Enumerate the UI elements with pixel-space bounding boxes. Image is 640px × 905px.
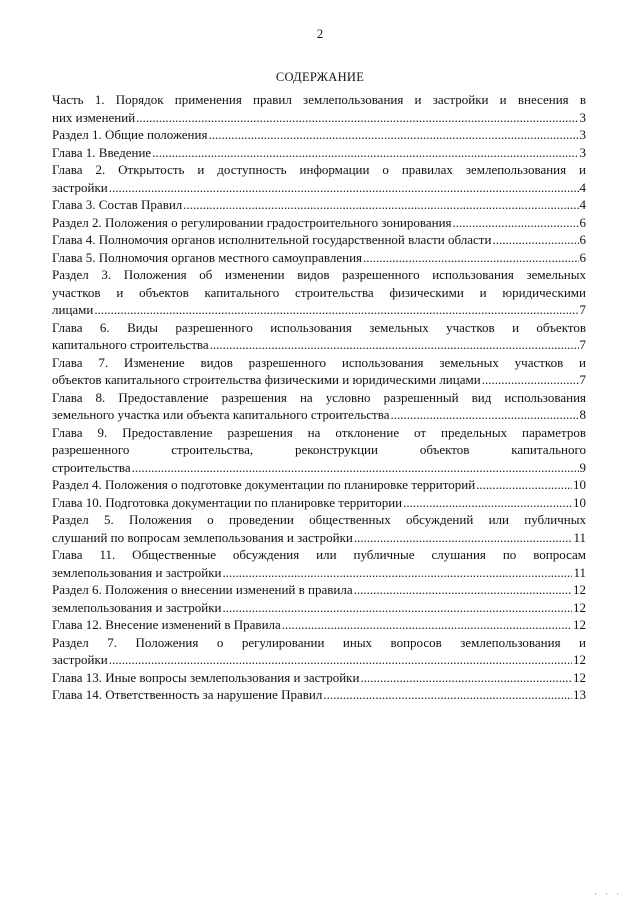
toc-entry-text: них изменений [52, 109, 136, 125]
toc-entry [52, 511, 586, 546]
toc-page-number: 8 [579, 407, 586, 422]
toc-entry [52, 389, 586, 424]
toc-page-number: 13 [573, 687, 586, 702]
toc-entry [52, 319, 586, 354]
dot-leader [208, 126, 578, 144]
toc-page-number: 4 [579, 197, 586, 212]
toc-entry-text: разрешенного строительства, реконструкции объектов капитального [52, 442, 586, 457]
toc-entry [52, 266, 586, 319]
toc-entry-text: Часть 1. Порядок применения правил землепользования и застройки и внесения в [52, 92, 586, 107]
dot-leader [94, 301, 578, 319]
toc-entry-text: Раздел 1. Общие положения [52, 127, 208, 142]
dot-leader [183, 196, 578, 214]
dot-leader [109, 179, 579, 197]
toc-entry-text: Раздел 3. Положения об изменении видов разрешенного использования земельных [52, 267, 586, 282]
toc-entry [52, 581, 586, 599]
toc-page-number: 3 [579, 127, 586, 142]
toc-entry [52, 354, 586, 389]
toc-page-number: 4 [579, 179, 586, 195]
toc-entry-text: Глава 6. Виды разрешенного использования земельных участков и объектов [52, 319, 586, 335]
toc-page-number: 12 [573, 652, 586, 667]
toc-entry-text: застройки [52, 652, 108, 667]
toc-page-number: 9 [579, 459, 586, 475]
toc-entry-text: Раздел 6. Положения о внесении изменений в правила [52, 582, 353, 597]
dot-leader [360, 669, 572, 687]
toc-page-number: 12 [573, 669, 586, 685]
table-of-contents [52, 91, 586, 704]
dot-leader [132, 459, 579, 477]
dot-leader [403, 494, 572, 512]
toc-entry-text: Глава 11. Общественные обсуждения или публичные слушания по вопросам [52, 547, 586, 562]
dot-leader [390, 406, 578, 424]
toc-entry-text: Глава 5. Полномочия органов местного самоуправления [52, 249, 363, 265]
toc-entry [52, 249, 586, 267]
dot-leader [363, 249, 578, 267]
toc-entry-text: лицами [52, 302, 94, 317]
toc-entry [52, 424, 586, 477]
toc-page-number: 11 [573, 564, 586, 580]
toc-entry-text: слушаний по вопросам землепользования и застройки [52, 529, 353, 545]
toc-entry-text: Глава 1. Введение [52, 144, 152, 160]
toc-entry-text: застройки [52, 179, 108, 195]
toc-entry-text: Раздел 2. Положения о регулировании градостроительного зонирования [52, 214, 452, 230]
toc-entry-text: земельного участка или объекта капитального строительства [52, 407, 390, 422]
toc-page-number: 7 [579, 302, 586, 317]
toc-entry [52, 686, 586, 704]
toc-entry-text: Глава 9. Предоставление разрешения на отклонение от предельных параметров [52, 424, 586, 440]
dot-leader [152, 144, 578, 162]
toc-entry-text: землепользования и застройки [52, 599, 222, 615]
dot-leader [210, 336, 579, 354]
toc-page-number: 12 [573, 617, 586, 632]
scan-artifact: · · · [594, 890, 622, 899]
toc-entry [52, 214, 586, 232]
toc-page-number: 7 [579, 372, 586, 387]
toc-entry [52, 669, 586, 687]
toc-entry-text: Глава 2. Открытость и доступность информации о правилах землепользования и [52, 162, 586, 177]
toc-entry [52, 599, 586, 617]
toc-entry [52, 196, 586, 214]
toc-entry-text: землепользования и застройки [52, 564, 222, 580]
toc-entry-text: Глава 4. Полномочия органов исполнительной государственной власти области [52, 232, 492, 247]
toc-entry [52, 546, 586, 581]
toc-entry-text: Раздел 5. Положения о проведении общественных обсуждений или публичных [52, 512, 586, 527]
toc-title: СОДЕРЖАНИЕ [275, 70, 365, 84]
toc-entry-text: Глава 10. Подготовка документации по планировке территории [52, 494, 403, 510]
dot-leader [453, 214, 579, 232]
toc-entry-text: объектов капитального строительства физическими и юридическими лицами [52, 372, 481, 387]
dot-leader [323, 686, 572, 704]
toc-entry-text: Глава 8. Предоставление разрешения на условно разрешенный вид использования [52, 389, 586, 405]
toc-entry-text: Глава 12. Внесение изменений в Правила [52, 617, 281, 632]
dot-leader [109, 651, 572, 669]
toc-entry-text: капитального строительства [52, 337, 209, 352]
dot-leader [482, 371, 579, 389]
toc-entry [52, 161, 586, 196]
toc-entry-text: Глава 13. Иные вопросы землепользования и застройки [52, 669, 360, 685]
toc-entry [52, 616, 586, 634]
dot-leader [354, 581, 572, 599]
toc-page-number: 6 [579, 232, 586, 247]
dot-leader [492, 231, 578, 249]
toc-entry [52, 494, 586, 512]
toc-page-number: 3 [579, 144, 586, 160]
dot-leader [222, 564, 572, 582]
toc-page-number: 12 [573, 582, 586, 597]
toc-entry-text: Глава 3. Состав Правил [52, 197, 183, 212]
dot-leader [354, 529, 573, 547]
toc-page-number: 6 [579, 214, 586, 230]
toc-page-number: 12 [573, 599, 586, 615]
toc-entry [52, 634, 586, 669]
toc-page-number: 11 [573, 529, 586, 545]
dot-leader [476, 476, 572, 494]
toc-entry [52, 476, 586, 494]
page-number: 2 [316, 26, 324, 41]
toc-entry [52, 144, 586, 162]
toc-page-number: 7 [579, 337, 586, 352]
toc-entry [52, 126, 586, 144]
toc-entry-text: участков и объектов капитального строительства физическими и юридическими [52, 284, 586, 300]
toc-entry-text: Глава 14. Ответственность за нарушение Правил [52, 687, 323, 702]
dot-leader [222, 599, 572, 617]
toc-entry-text: строительства [52, 459, 131, 475]
toc-page-number: 3 [579, 109, 586, 125]
toc-entry-text: Раздел 4. Положения о подготовке документации по планировке территорий [52, 477, 476, 492]
toc-page-number: 10 [573, 494, 586, 510]
dot-leader [282, 616, 572, 634]
dot-leader [136, 109, 578, 127]
toc-page-number: 6 [579, 249, 586, 265]
toc-page-number: 10 [573, 477, 586, 492]
toc-entry-text: Раздел 7. Положения о регулировании иных вопросов землепользования и [52, 634, 586, 650]
toc-entry [52, 231, 586, 249]
toc-entry-text: Глава 7. Изменение видов разрешенного использования земельных участков и [52, 354, 586, 370]
toc-entry [52, 91, 586, 126]
